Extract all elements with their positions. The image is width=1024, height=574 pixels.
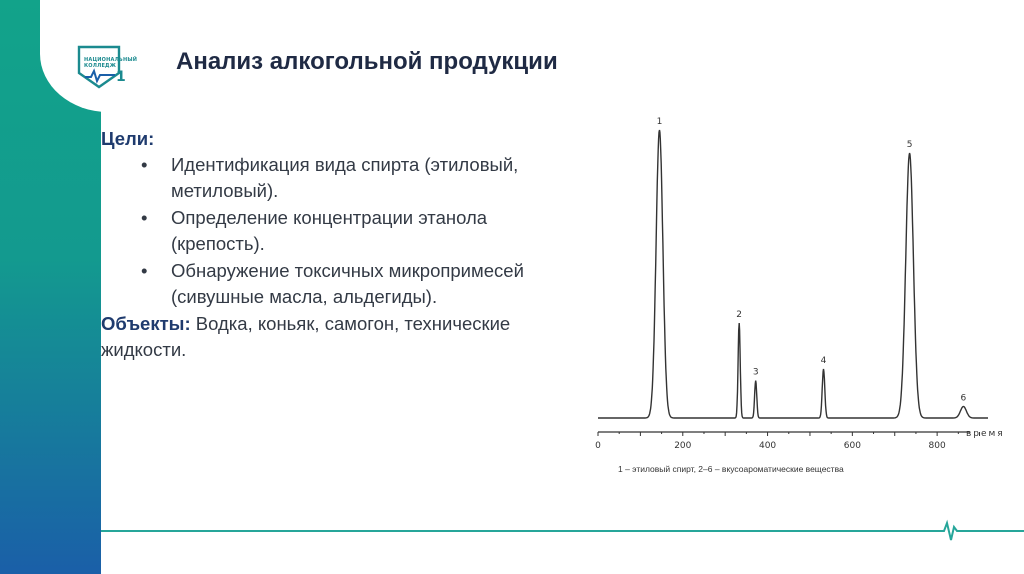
bullet-icon: •	[141, 154, 148, 175]
footer-divider	[101, 530, 941, 532]
chart-caption: 1 – этиловый спирт, 2–6 – вкусоароматические вещества	[618, 464, 844, 474]
goals-label: Цели:	[101, 128, 155, 149]
x-tick-label: 400	[758, 441, 777, 451]
peak-label: 3	[752, 367, 759, 378]
x-tick-label: 200	[674, 441, 692, 451]
goal-item	[101, 205, 561, 257]
peak-label: 5	[906, 140, 913, 151]
objects-paragraph	[101, 311, 561, 363]
objects-text: Водка, коньяк, самогон, технические жидкости.	[101, 313, 511, 360]
goal-item	[101, 152, 561, 204]
x-tick-label: 800	[928, 441, 946, 451]
goal-text: Обнаружение токсичных микропримесей (сивушные масла, альдегиды).	[171, 260, 524, 307]
objects-label: Объекты:	[101, 313, 191, 334]
peak-label: 6	[960, 393, 967, 404]
footer-divider-right	[962, 530, 1024, 532]
peak-labels	[657, 117, 967, 403]
goals-list	[101, 152, 561, 310]
chromatogram-trace	[598, 130, 988, 418]
svg-text:1: 1	[116, 69, 126, 85]
x-axis-ticks	[595, 432, 979, 451]
x-tick-label: 600	[843, 441, 861, 451]
bullet-icon: •	[141, 207, 148, 228]
chromatogram-figure	[588, 110, 1005, 490]
chromatogram-svg	[588, 110, 1005, 490]
slide-body	[101, 126, 561, 363]
peak-label: 4	[820, 356, 827, 367]
goal-text: Определение концентрации этанола (крепость).	[171, 207, 488, 254]
slide-title: Анализ алкогольной продукции	[176, 48, 558, 75]
logo-text: НАЦИОНАЛЬНЫЙ КОЛЛЕДЖ	[84, 57, 138, 69]
x-axis-label: время	[965, 429, 1005, 439]
x-tick-label: 0	[595, 441, 601, 451]
peak-label: 1	[656, 117, 663, 127]
peak-label: 2	[736, 309, 743, 320]
bullet-icon: •	[141, 260, 148, 281]
goal-text: Идентификация вида спирта (этиловый, метиловый).	[171, 154, 519, 201]
goal-item	[101, 258, 561, 310]
